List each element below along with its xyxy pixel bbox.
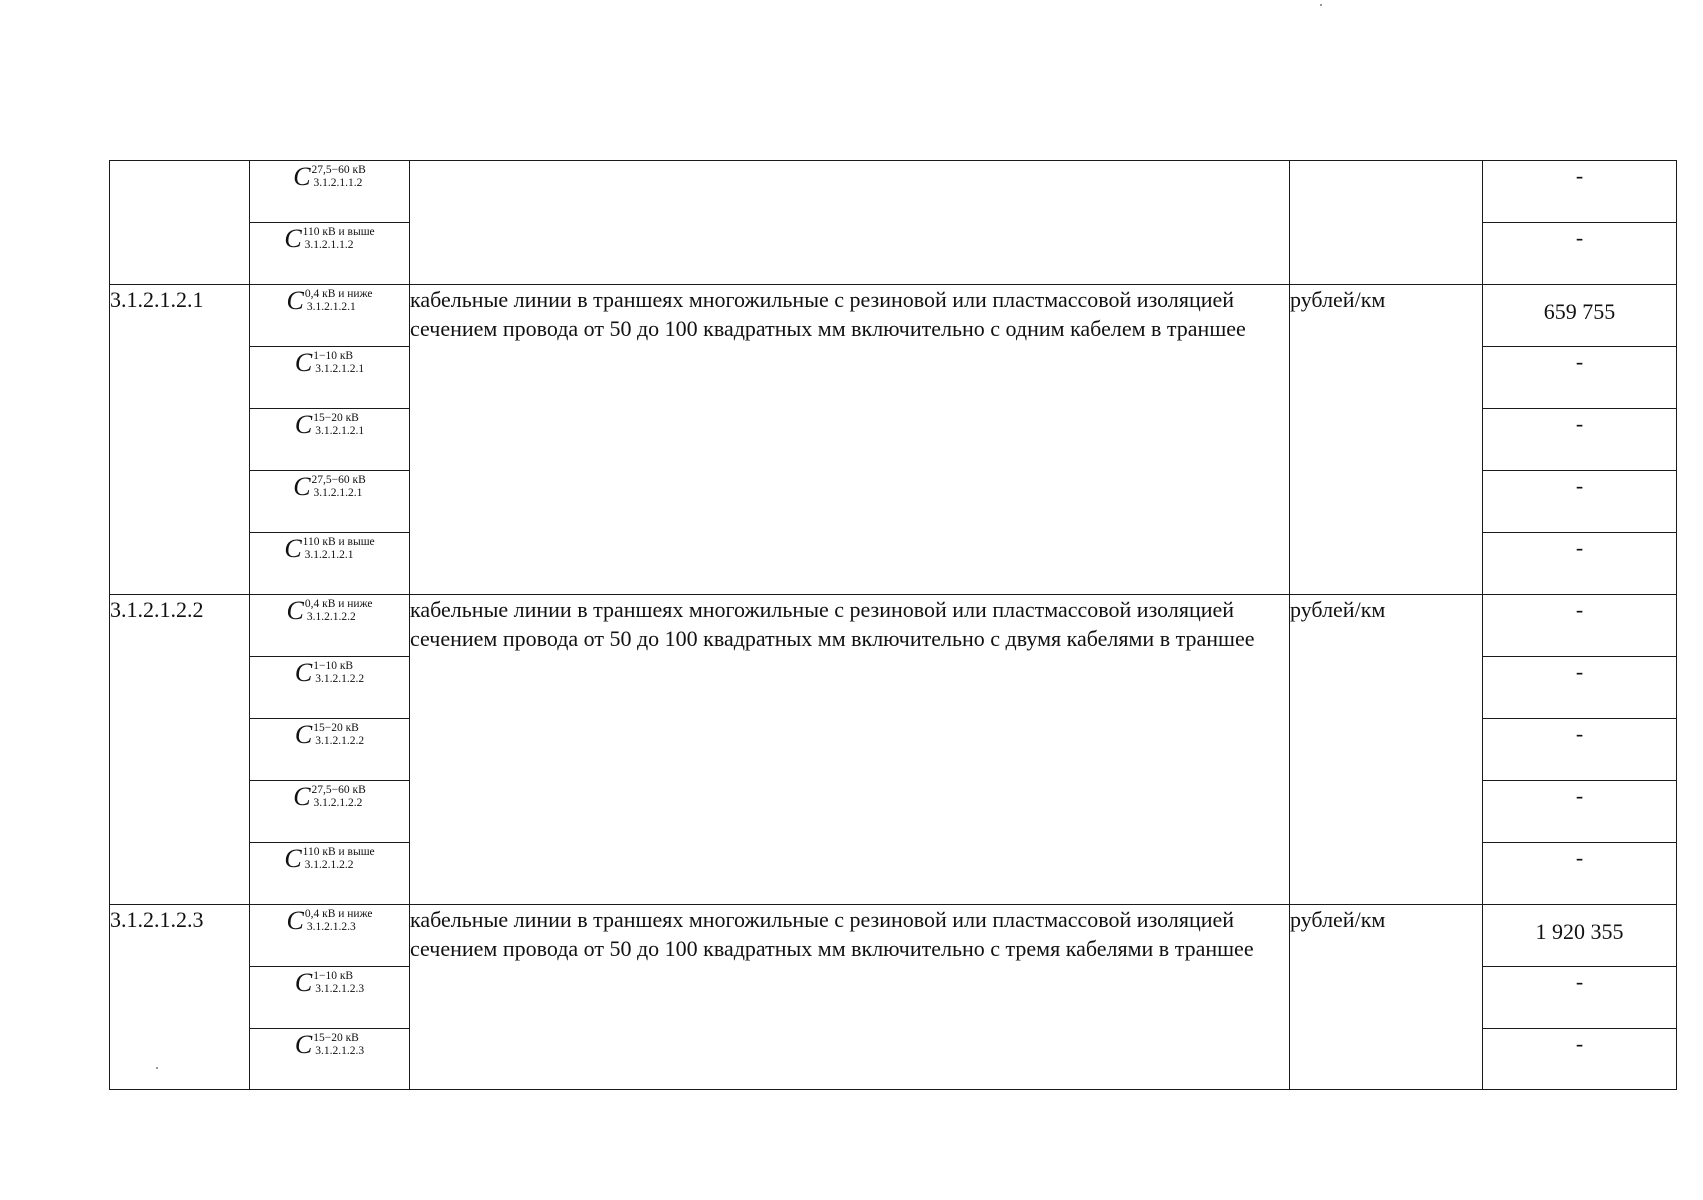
value-cell: - [1483,843,1677,905]
value-cell: - [1483,533,1677,595]
symbol-voltage: 15−20 кВ [313,412,359,424]
item-unit: рублей/км [1290,595,1483,905]
symbol-voltage: 15−20 кВ [313,722,359,734]
scan-speck [1320,4,1322,6]
item-code: 3.1.2.1.2.3 [110,905,250,1090]
tariff-symbol [295,350,364,376]
value-cell: - [1483,967,1677,1029]
symbol-cell [250,905,410,967]
unit-cell-empty [1290,161,1483,285]
symbol-voltage: 27,5−60 кВ [311,164,366,176]
symbol-index: 3.1.2.1.2.2 [315,735,365,747]
value-cell: - [1483,471,1677,533]
item-description: кабельные линии в траншеях многожильные с резиновой или пластмассовой изоляцией сечением провода от 50 до 100 квадратных мм включительно с тремя кабелями в траншее [410,905,1290,1090]
symbol-cell [250,1029,410,1090]
symbol-voltage: 27,5−60 кВ [311,784,366,796]
symbol-voltage: 0,4 кВ и ниже [304,288,373,300]
symbol-cell [250,285,410,347]
symbol-letter: C [286,906,304,935]
symbol-index: 3.1.2.1.2.2 [313,797,363,809]
value-cell: - [1483,657,1677,719]
symbol-cell [250,595,410,657]
symbol-letter: C [286,286,304,315]
tariff-symbol [295,722,364,748]
symbol-cell [250,409,410,471]
symbol-voltage: 110 кВ и выше [302,536,375,548]
symbol-voltage: 1−10 кВ [313,350,354,362]
value-cell: - [1483,595,1677,657]
item-unit: рублей/км [1290,285,1483,595]
symbol-cell [250,657,410,719]
description-cell-empty [410,161,1290,285]
tariff-symbol [287,908,373,934]
symbol-cell [250,347,410,409]
item-code: 3.1.2.1.2.2 [110,595,250,905]
tariff-symbol [293,784,366,810]
table-row [110,161,1677,223]
symbol-voltage: 27,5−60 кВ [311,474,366,486]
symbol-index: 3.1.2.1.1.2 [313,177,363,189]
table-row [110,905,1677,967]
symbol-cell [250,781,410,843]
symbol-index: 3.1.2.1.2.3 [315,983,365,995]
tariff-symbol [287,288,373,314]
symbol-letter: C [284,534,302,563]
value-cell: 659 755 [1483,285,1677,347]
value-cell: - [1483,409,1677,471]
symbol-voltage: 110 кВ и выше [302,226,375,238]
tariff-symbol [287,598,373,624]
symbol-voltage: 0,4 кВ и ниже [304,598,373,610]
symbol-letter: C [286,596,304,625]
symbol-letter: C [294,348,313,377]
symbol-letter: C [293,472,311,501]
table-row [110,285,1677,347]
symbol-cell [250,533,410,595]
symbol-index: 3.1.2.1.2.1 [306,301,356,313]
symbol-index: 3.1.2.1.2.1 [315,425,365,437]
symbol-cell [250,161,410,223]
item-code: 3.1.2.1.2.1 [110,285,250,595]
symbol-index: 3.1.2.1.2.2 [306,611,356,623]
symbol-voltage: 15−20 кВ [313,1032,359,1044]
symbol-letter: C [293,782,311,811]
value-cell: - [1483,719,1677,781]
tariff-symbol [293,474,366,500]
symbol-voltage: 1−10 кВ [313,660,354,672]
symbol-cell [250,967,410,1029]
tariff-table [109,160,1677,1090]
symbol-letter: C [284,844,302,873]
value-cell: - [1483,1029,1677,1090]
symbol-letter: C [284,224,302,253]
symbol-voltage: 110 кВ и выше [302,846,375,858]
value-cell: - [1483,223,1677,285]
value-cell: - [1483,781,1677,843]
symbol-cell [250,719,410,781]
symbol-letter: C [294,968,313,997]
symbol-index: 3.1.2.1.2.1 [315,363,365,375]
symbol-voltage: 1−10 кВ [313,970,354,982]
code-cell-empty [110,161,250,285]
symbol-cell [250,223,410,285]
symbol-index: 3.1.2.1.1.2 [304,239,354,251]
symbol-letter: C [294,410,313,439]
symbol-letter: C [294,1030,313,1059]
tariff-symbol [295,1032,364,1058]
item-description: кабельные линии в траншеях многожильные с резиновой или пластмассовой изоляцией сечением провода от 50 до 100 квадратных мм включительно с двумя кабелями в траншее [410,595,1290,905]
table-row [110,595,1677,657]
tariff-symbol [284,536,374,562]
tariff-symbol [284,226,374,252]
symbol-cell [250,843,410,905]
symbol-voltage: 0,4 кВ и ниже [304,908,373,920]
symbol-index: 3.1.2.1.2.2 [304,859,354,871]
symbol-index: 3.1.2.1.2.1 [304,549,354,561]
symbol-letter: C [293,162,311,191]
value-cell: 1 920 355 [1483,905,1677,967]
symbol-index: 3.1.2.1.2.3 [315,1045,365,1057]
symbol-letter: C [294,720,313,749]
symbol-index: 3.1.2.1.2.2 [315,673,365,685]
tariff-symbol [293,164,366,190]
symbol-index: 3.1.2.1.2.3 [306,921,356,933]
item-description: кабельные линии в траншеях многожильные с резиновой или пластмассовой изоляцией сечением провода от 50 до 100 квадратных мм включительно с одним кабелем в траншее [410,285,1290,595]
item-unit: рублей/км [1290,905,1483,1090]
tariff-symbol [284,846,374,872]
tariff-symbol [295,660,364,686]
tariff-symbol [295,412,364,438]
symbol-cell [250,471,410,533]
value-cell: - [1483,161,1677,223]
symbol-index: 3.1.2.1.2.1 [313,487,363,499]
symbol-letter: C [294,658,313,687]
value-cell: - [1483,347,1677,409]
tariff-symbol [295,970,364,996]
